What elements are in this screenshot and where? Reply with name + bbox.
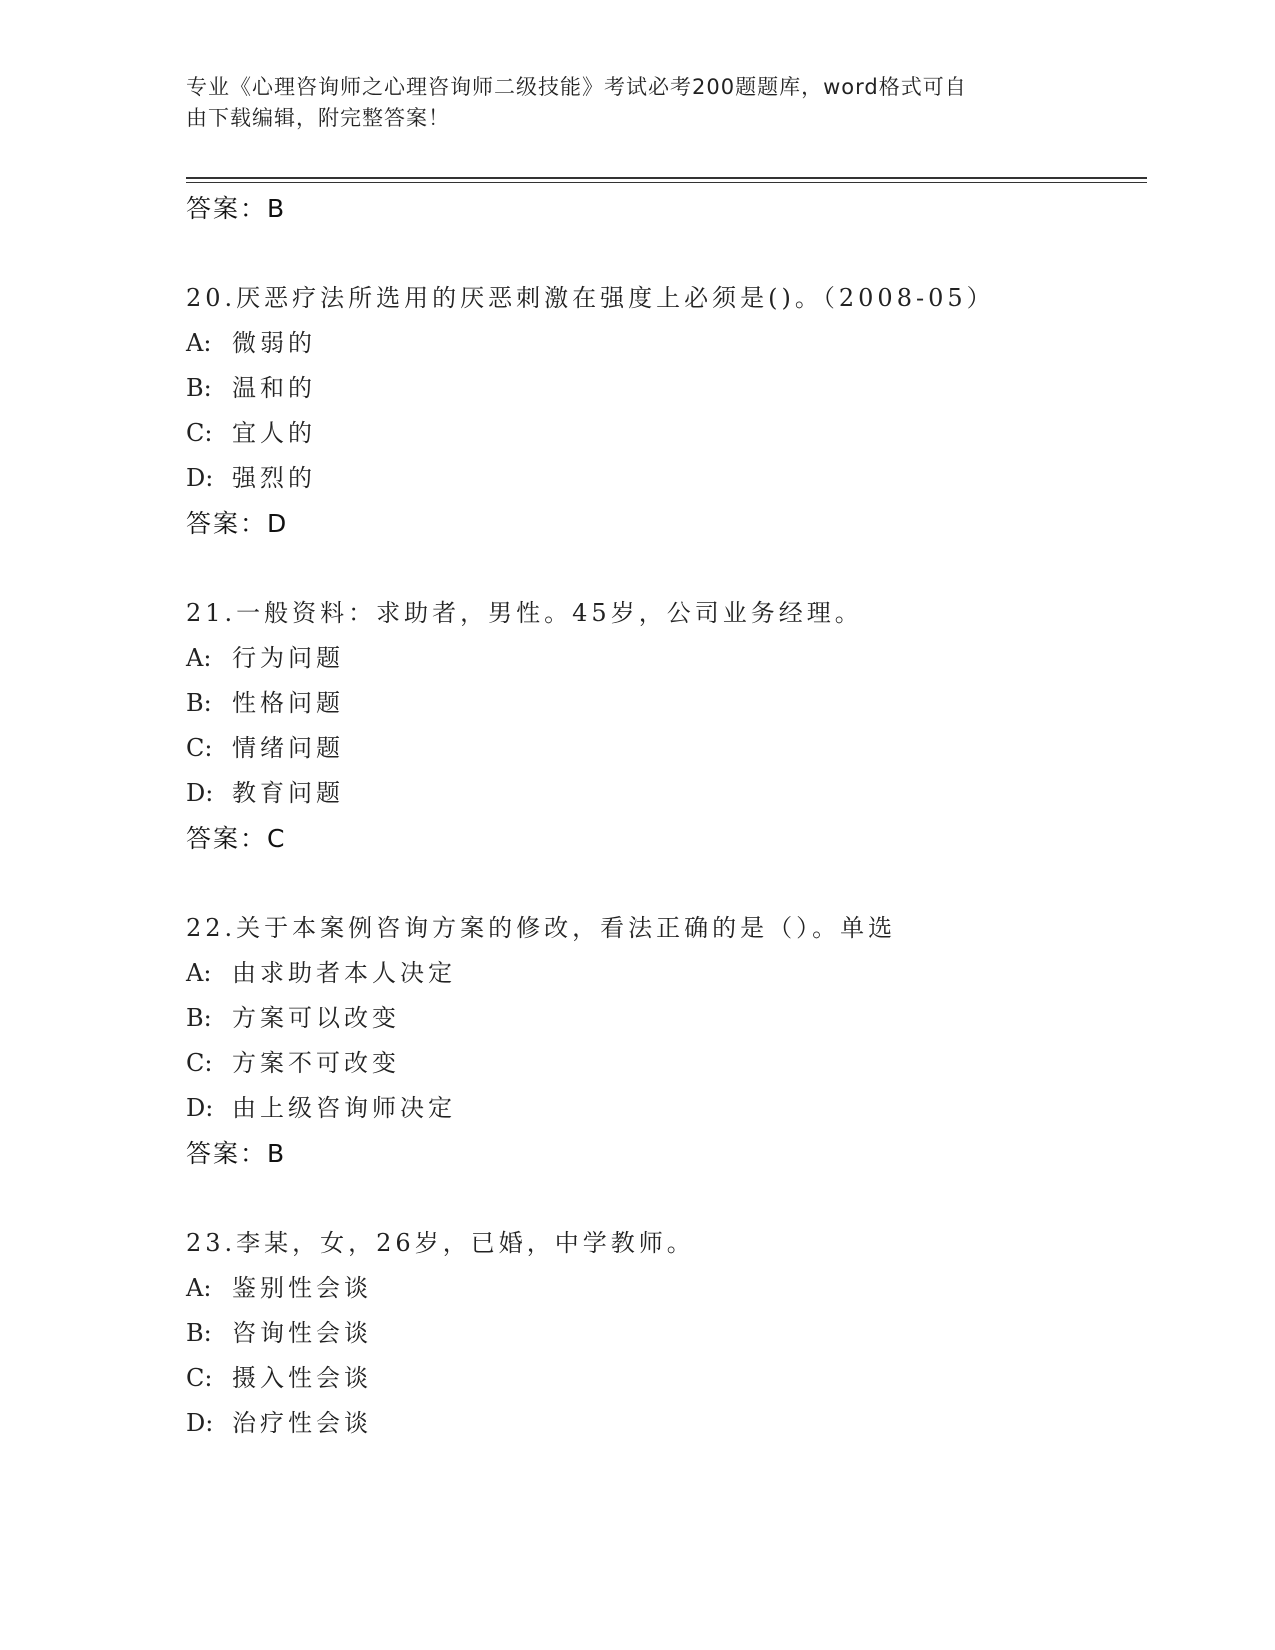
option-text: 微弱的	[232, 329, 316, 357]
spacer	[186, 1176, 1146, 1221]
option-text: 强烈的	[232, 464, 316, 492]
option-text: 教育问题	[232, 779, 344, 807]
header-line-2: 由下载编辑，附完整答案！	[186, 106, 450, 130]
option-b	[186, 1311, 1146, 1356]
answer-line: 答案：B	[186, 194, 287, 223]
question-block	[186, 1221, 1146, 1446]
option-key: B:	[186, 374, 212, 402]
option-text: 由求助者本人决定	[232, 959, 456, 987]
question-stem: 21.一般资料：求助者，男性。45岁，公司业务经理。	[186, 599, 863, 627]
option-key: A:	[186, 1274, 212, 1302]
option-a	[186, 321, 1146, 366]
option-c	[186, 1041, 1146, 1086]
option-d	[186, 1401, 1146, 1446]
option-text: 治疗性会谈	[232, 1409, 372, 1437]
option-c	[186, 411, 1146, 456]
option-b	[186, 366, 1146, 411]
option-b	[186, 681, 1146, 726]
option-d	[186, 771, 1146, 816]
option-key: A:	[186, 959, 212, 987]
option-key: A:	[186, 329, 212, 357]
answer-line: 答案：B	[186, 1139, 287, 1168]
document-header	[186, 72, 1066, 134]
option-key: B:	[186, 689, 212, 717]
option-key: B:	[186, 1319, 212, 1347]
option-key: D:	[186, 1094, 214, 1122]
answer-line: 答案：D	[186, 509, 289, 538]
option-text: 鉴别性会谈	[232, 1274, 372, 1302]
spacer	[186, 546, 1146, 591]
option-text: 方案不可改变	[232, 1049, 400, 1077]
option-key: C:	[186, 1364, 213, 1392]
option-text: 由上级咨询师决定	[232, 1094, 456, 1122]
spacer	[186, 861, 1146, 906]
option-d	[186, 1086, 1146, 1131]
option-text: 摄入性会谈	[232, 1364, 372, 1392]
option-text: 咨询性会谈	[232, 1319, 372, 1347]
option-a	[186, 636, 1146, 681]
option-text: 性格问题	[232, 689, 344, 717]
option-a	[186, 951, 1146, 996]
option-key: D:	[186, 1409, 214, 1437]
header-line-1: 专业《心理咨询师之心理咨询师二级技能》考试必考200题题库，word格式可自	[186, 75, 967, 99]
option-key: D:	[186, 464, 214, 492]
option-key: D:	[186, 779, 214, 807]
option-b	[186, 996, 1146, 1041]
option-text: 方案可以改变	[232, 1004, 400, 1032]
option-key: C:	[186, 734, 213, 762]
option-key: B:	[186, 1004, 212, 1032]
option-c	[186, 726, 1146, 771]
question-list	[186, 186, 1146, 1446]
option-text: 温和的	[232, 374, 316, 402]
option-key: C:	[186, 1049, 213, 1077]
option-text: 情绪问题	[232, 734, 344, 762]
option-a	[186, 1266, 1146, 1311]
question-block	[186, 591, 1146, 861]
question-stem: 20.厌恶疗法所选用的厌恶刺激在强度上必须是()。（2008-05）	[186, 284, 995, 312]
answer-line: 答案：C	[186, 824, 287, 853]
spacer	[186, 231, 1146, 276]
option-key: C:	[186, 419, 213, 447]
option-key: A:	[186, 644, 212, 672]
question-stem: 22.关于本案例咨询方案的修改，看法正确的是（）。单选	[186, 914, 897, 942]
header-divider-thin	[186, 182, 1147, 183]
question-stem: 23.李某，女，26岁，已婚，中学教师。	[186, 1229, 695, 1257]
option-text: 行为问题	[232, 644, 344, 672]
header-divider-thick	[186, 177, 1147, 179]
question-block	[186, 906, 1146, 1176]
question-block	[186, 276, 1146, 546]
option-c	[186, 1356, 1146, 1401]
option-d	[186, 456, 1146, 501]
option-text: 宜人的	[232, 419, 316, 447]
